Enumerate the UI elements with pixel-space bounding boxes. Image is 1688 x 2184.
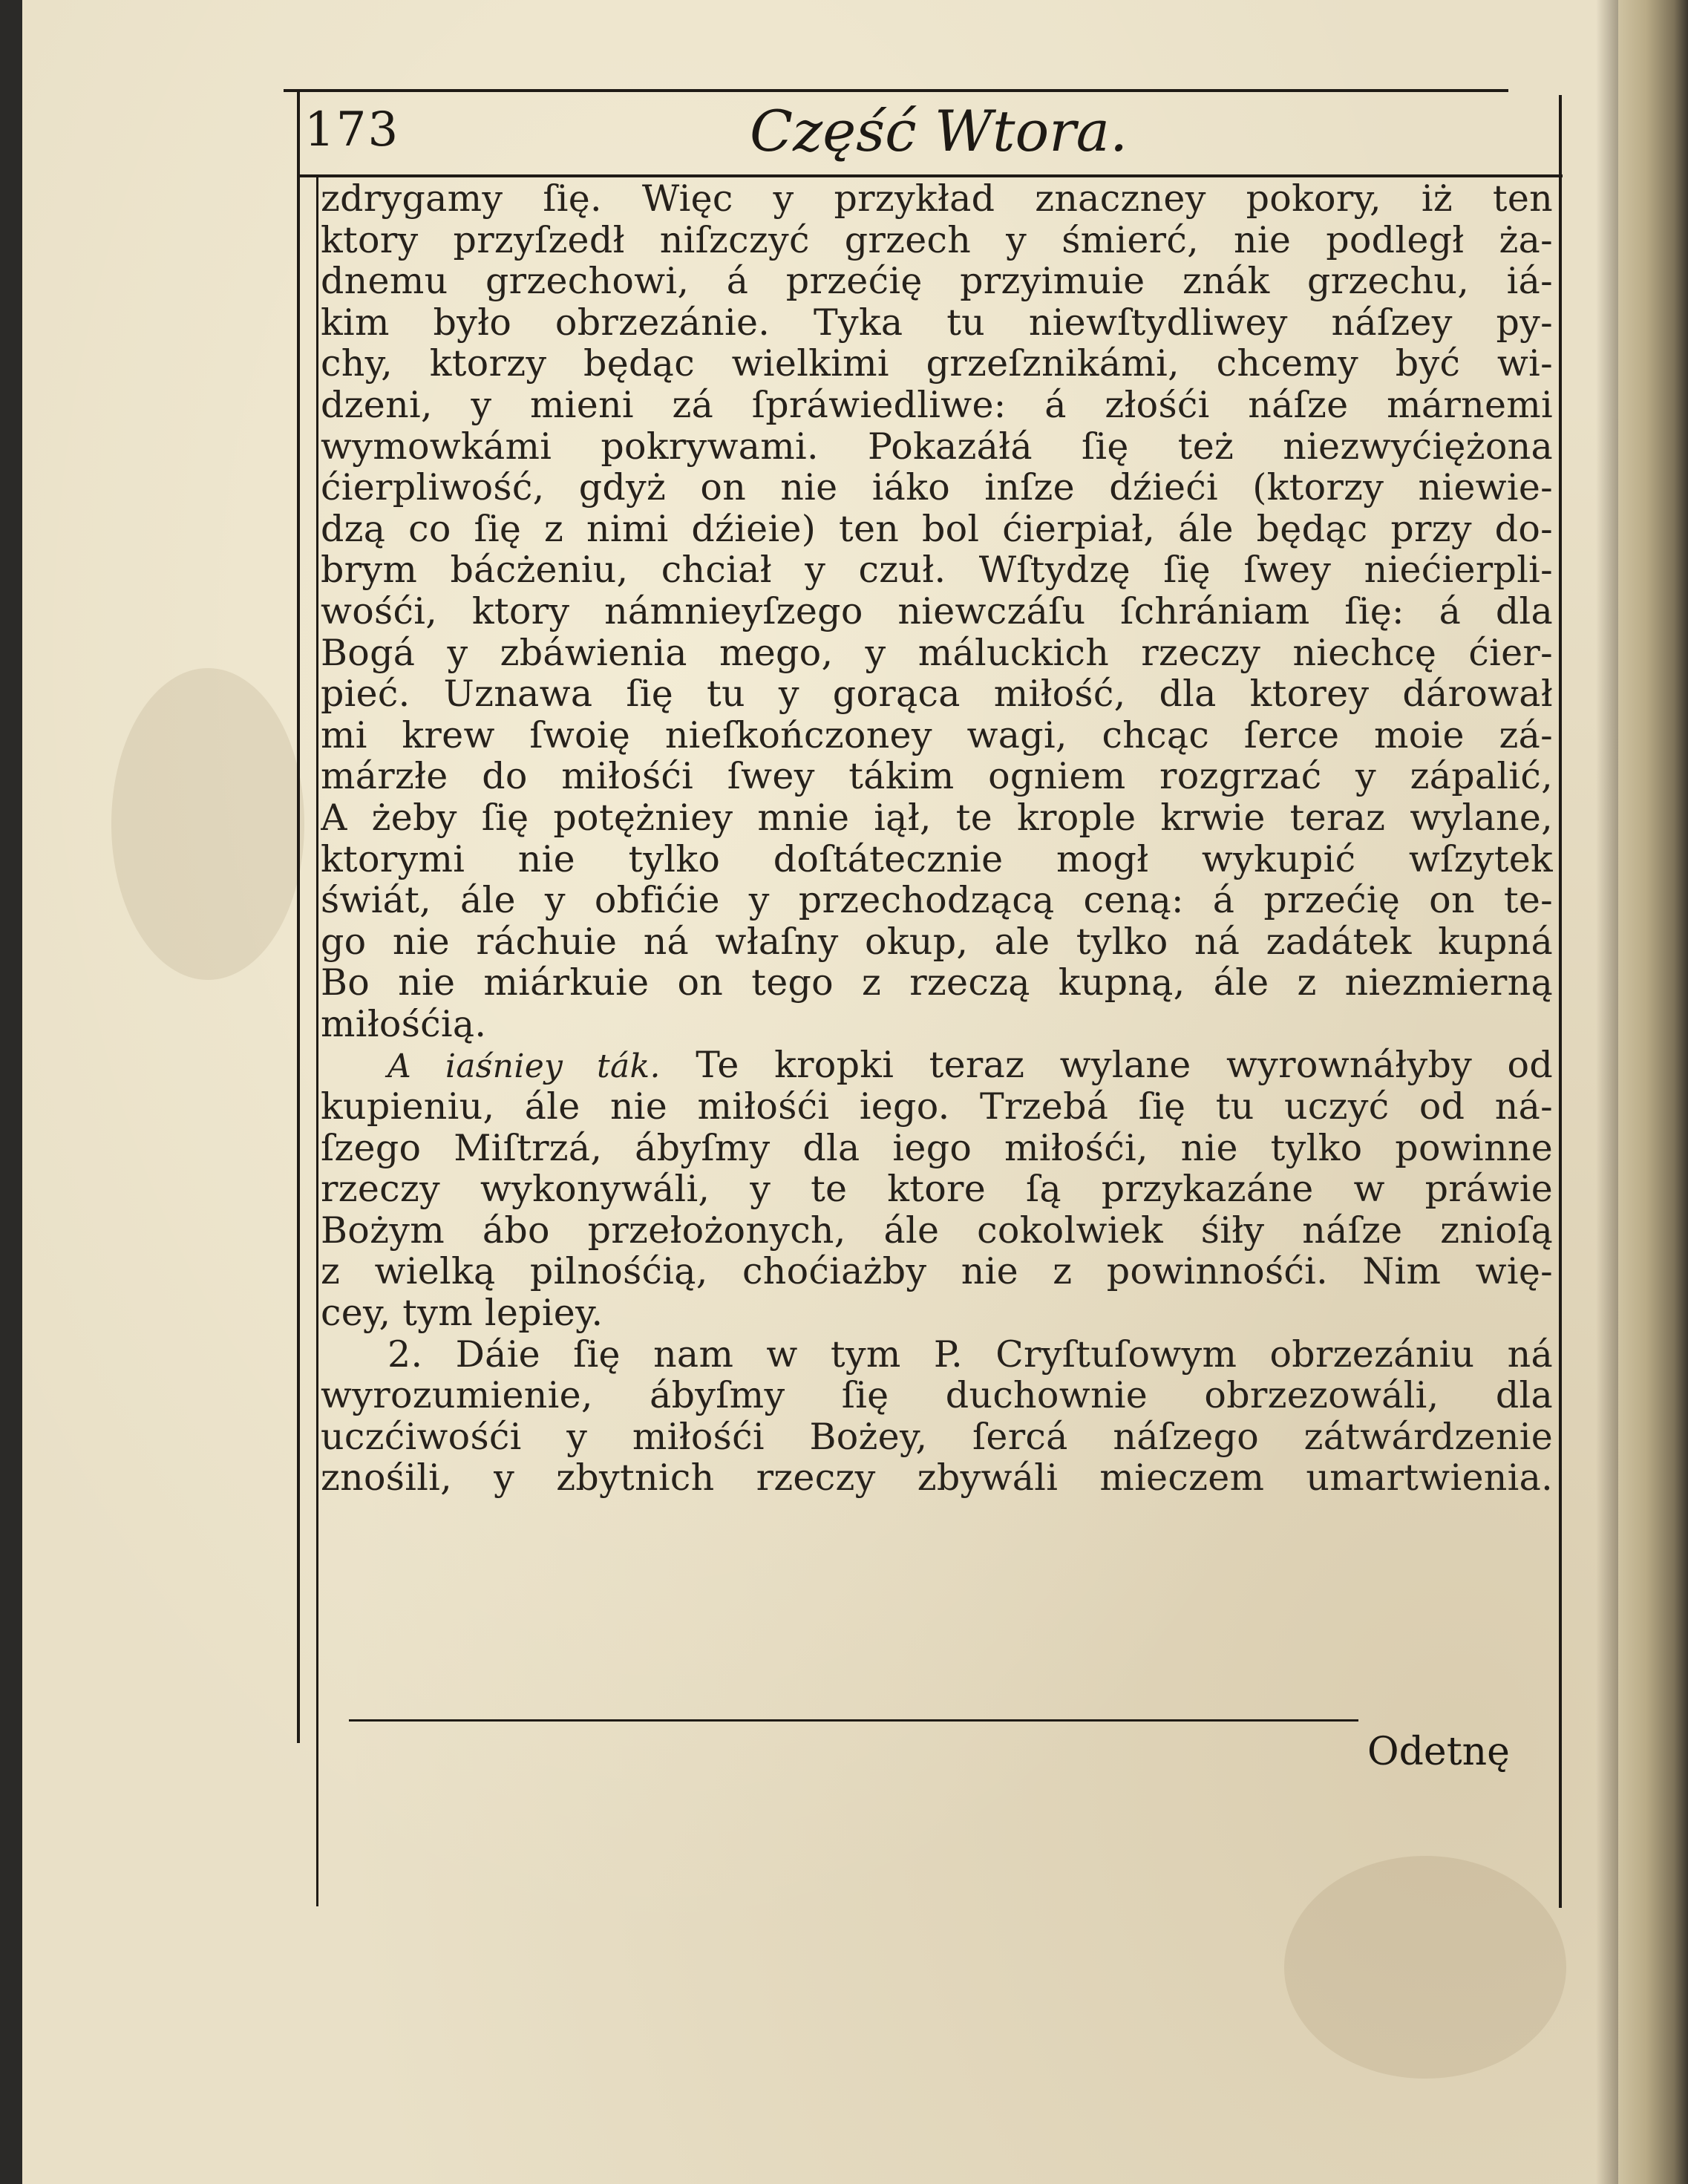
text-line: A żeby ſię potężniey mnie iął, te krople krwie teraz wylane, (321, 797, 1553, 839)
bottom-rule (349, 1719, 1358, 1722)
page-number: 173 (304, 102, 400, 157)
text-line: mi krew ſwoię nieſkończoney wagi, chcąc ſerce moie zá- (321, 714, 1553, 756)
text-line: wyrozumienie, ábyſmy ſię duchownie obrzezowáli, dla (321, 1375, 1553, 1416)
text-line: kupieniu, ále nie miłośći iego. Trzebá ſię tu uczyć od ná- (321, 1086, 1553, 1128)
text-line: dzeni, y mieni zá ſpráwiedliwe: á złośći náſze márnemi (321, 384, 1553, 426)
text-line: ćierpliwość, gdyż on nie iáko inſze dźieći (ktorzy niewie- (321, 467, 1553, 509)
gutter-shadow (1596, 0, 1618, 2184)
left-border-rule (297, 89, 300, 1743)
text-line: 2. Dáie ſię nam w tym P. Cryſtuſowym obrzezániu ná (387, 1333, 1553, 1376)
text-line: cey, tym lepiey. (321, 1292, 603, 1334)
text-run: Te kropki teraz wylane wyrownáłyby od (696, 1044, 1553, 1087)
text-line: rzeczy wykonywáli, y te ktore ſą przykazáne w práwie (321, 1168, 1553, 1210)
catchword: Odetnę (1367, 1730, 1510, 1774)
text-line: pieć. Uznawa ſię tu y gorąca miłość, dla ktorey dárował (321, 673, 1553, 715)
right-border-rule (1559, 95, 1562, 1908)
text-line: márzłe do miłośći ſwey tákim ogniem rozgrzać y zápalić, (321, 756, 1553, 797)
text-line: ktorymi nie tylko doſtátecznie mogł wykupić wſzytek (321, 838, 1553, 880)
text-line: Bożym ábo przełożonych, ále cokolwiek śiły náſze znioſą (321, 1209, 1553, 1252)
next-page-edge (1618, 0, 1688, 2184)
text-line: ktory przyſzedł niſzczyć grzech y śmierć, nie podległ ża- (321, 219, 1553, 261)
text-line: uczćiwośći y miłośći Bożey, ſercá náſzego zátwárdzenie (321, 1416, 1553, 1458)
page-header (304, 98, 1559, 171)
paper-stain (1284, 1856, 1566, 2079)
left-inner-rule (316, 177, 318, 1906)
text-line: miłośćią. (321, 1003, 487, 1045)
text-line: go nie ráchuie ná właſny okup, ale tylko ná zadátek kupná (321, 921, 1553, 963)
text-line: świát, ále y obfićie y przechodzącą ceną: á przećię on te- (321, 880, 1553, 921)
text-line: wymowkámi pokrywami. Pokazáłá ſię też niezwyćiężona (321, 425, 1553, 468)
text-line: Bogá y zbáwienia mego, y máluckich rzeczy niechcę ćier- (321, 632, 1553, 674)
text-line: brym bácżeniu, chciał y czuł. Wſtydzę ſię ſwey niećierpli- (321, 549, 1553, 591)
running-head: Część Wtora. (750, 98, 1128, 164)
text-line: kim było obrzezánie. Tyka tu niewſtydliwey náſzey py- (321, 301, 1553, 344)
text-line: chy, ktorzy będąc wielkimi grzeſznikámi, chcemy być wi- (321, 343, 1553, 385)
text-line: ſzego Miſtrzá, ábyſmy dla iego miłośći, nie tylko powinne (321, 1127, 1553, 1169)
text-line: Bo nie miárkuie on tego z rzeczą kupną, ále z niezmierną (321, 962, 1553, 1004)
text-line: zdrygamy ſię. Więc y przykład znaczney pokory, iż ten (321, 178, 1553, 220)
text-line: wośći, ktory námnieyſzego niewczáſu ſchrániam ſię: á dla (321, 590, 1553, 632)
header-rule (297, 174, 1563, 177)
top-rule (284, 89, 1508, 92)
text-line: dnemu grzechowi, á przećię przyimuie znák grzechu, iá- (321, 261, 1553, 302)
text-line: z wielką pilnośćią, choćiażby nie z powinnośći. Nim wię- (321, 1251, 1553, 1293)
italic-lead: A iaśniey ták. (387, 1047, 661, 1086)
text-line: dzą co ſię z nimi dźieie) ten bol ćierpiał, ále będąc przy do- (321, 508, 1553, 550)
paragraph-2-first-line (321, 1044, 1553, 1086)
paper-stain (111, 668, 304, 980)
body-text (321, 178, 1553, 1499)
text-line: znośili, y zbytnich rzeczy zbywáli mieczem umartwienia. (321, 1457, 1553, 1499)
